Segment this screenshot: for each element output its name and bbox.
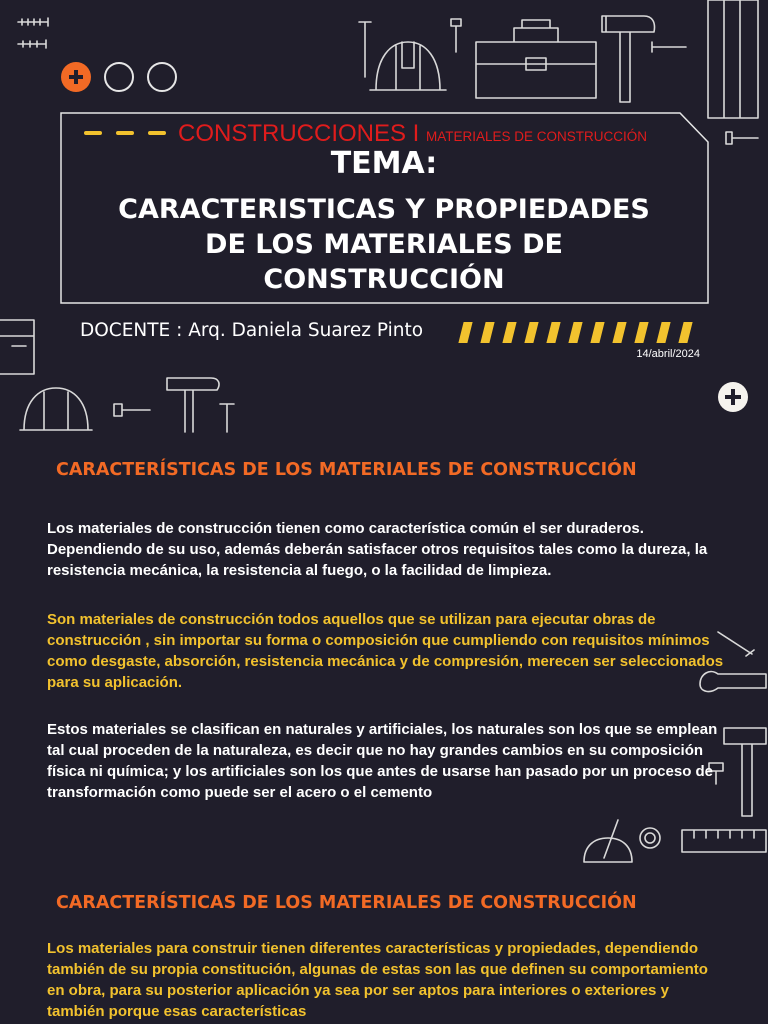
section-title: CARACTERÍSTICAS DE LOS MATERIALES DE CONSTRUCCIÓN xyxy=(56,893,637,913)
course-subtitle: MATERIALES DE CONSTRUCCIÓN xyxy=(426,129,648,144)
circle-outline-icon xyxy=(638,826,664,852)
hard-hat-icon xyxy=(582,818,636,866)
plus-circle-icon xyxy=(61,62,91,92)
screw-icon xyxy=(448,16,468,56)
toolbox-icon xyxy=(474,18,604,100)
paragraph: Los materiales para construir tienen diferentes características y propiedades, dependiendo también de su propia constitución, algunas de estas son las que definen su comportamiento en obra, para su posterior aplicación ya sea por ser aptos para interiores o exteriores y también porque esas características xyxy=(47,940,708,1020)
dash-divider xyxy=(148,131,166,135)
course-name: CONSTRUCCIONES I xyxy=(178,120,420,147)
hammer-icon xyxy=(722,724,768,820)
course-series xyxy=(178,120,647,148)
docente-label: DOCENTE : Arq. Daniela Suarez Pinto xyxy=(80,320,424,341)
hammer-icon xyxy=(165,376,225,434)
page-title xyxy=(60,192,708,297)
screw-icon xyxy=(112,400,152,420)
toolbox-icon xyxy=(0,316,36,376)
hard-hat-icon xyxy=(370,38,450,98)
paragraph: Los materiales de construcción tienen como característica común el ser duraderos. Dependiendo de su uso, además deberán satisfacer otros requisitos tales como la dureza, la resistencia mecánica, la resistencia al fuego, o la facilidad de limpieza. xyxy=(47,520,708,579)
ruler-icon xyxy=(680,828,768,856)
circle-outline-icon xyxy=(147,62,177,92)
dash-divider xyxy=(84,131,102,135)
hard-hat-icon xyxy=(20,384,94,434)
hammer-icon xyxy=(600,10,658,105)
caution-stripes-icon xyxy=(459,322,699,343)
screw-icon xyxy=(724,128,760,148)
screw-icon xyxy=(18,16,58,56)
title-line: DE LOS MATERIALES DE xyxy=(205,229,563,260)
section-title: CARACTERÍSTICAS DE LOS MATERIALES DE CONSTRUCCIÓN xyxy=(56,460,637,480)
date-label: 14/abril/2024 xyxy=(636,348,700,360)
screw-icon xyxy=(218,402,238,434)
paragraph: Estos materiales se clasifican en naturales y artificiales, los naturales son los que se emplean tal cual proceden de la naturaleza, es decir que no hay grandes cambios en su composición física ni química; y los artificiales son los que antes de usarse han pasado por un proceso de transformación como puede ser el acero o el cemento xyxy=(47,721,718,801)
paragraph: Son materiales de construcción todos aquellos que se utilizan para ejecutar obras de construcción , sin importar su forma o composición que cumpliendo con requisitos mínimos como desgaste, absorción, resistencia mecánica y de compresión, merecen ser seleccionados para su aplicación. xyxy=(47,611,724,691)
title-line: CARACTERISTICAS Y PROPIEDADES xyxy=(118,194,650,225)
tema-label: TEMA: xyxy=(330,146,438,181)
dash-divider xyxy=(116,131,134,135)
ruler-icon xyxy=(704,0,764,120)
circle-outline-icon xyxy=(104,62,134,92)
nail-icon xyxy=(652,38,692,58)
plus-circle-icon xyxy=(718,382,748,412)
title-line: CONSTRUCCIÓN xyxy=(263,264,505,295)
